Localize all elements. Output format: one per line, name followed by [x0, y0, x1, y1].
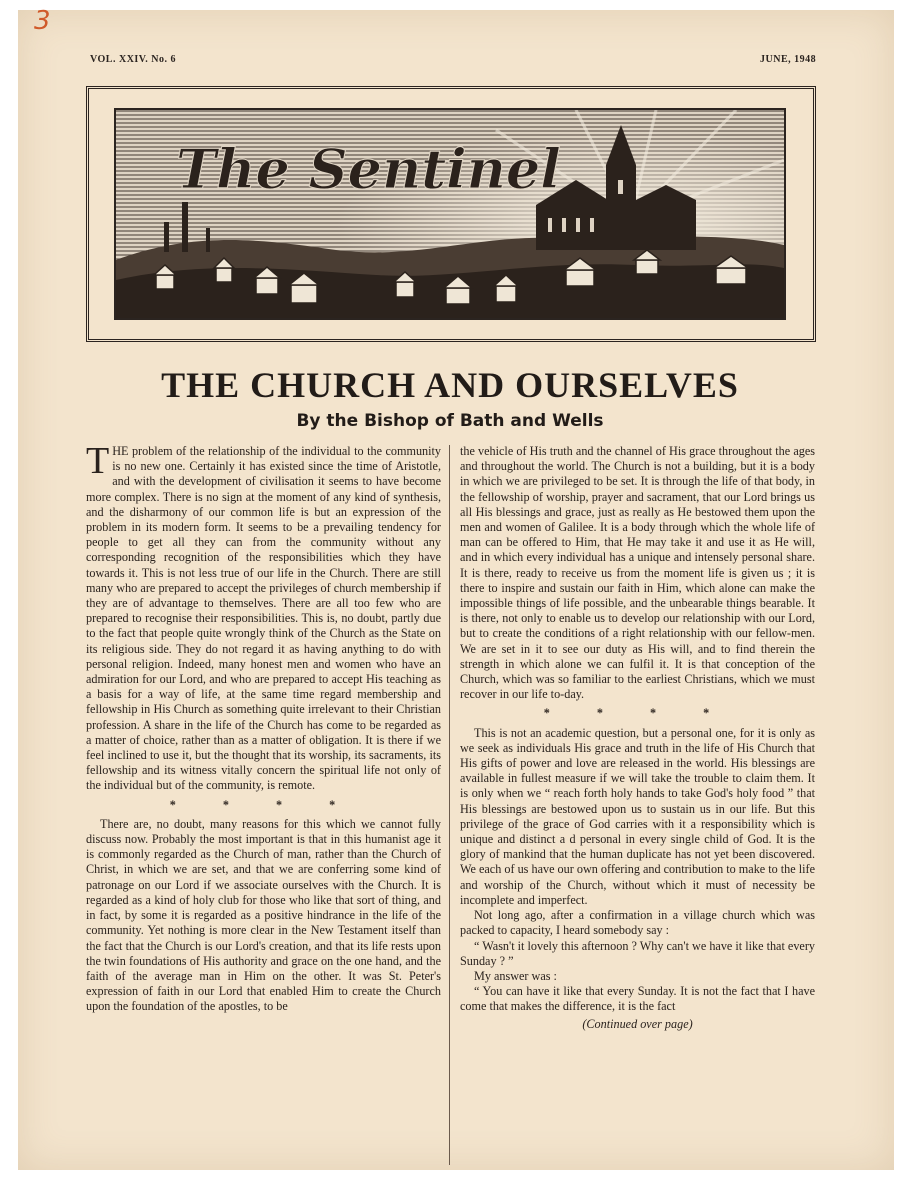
section-break: * * * *: [543, 706, 732, 721]
paragraph: Not long ago, after a confirmation in a village church which was packed to capacity, I heard somebody say :: [460, 908, 815, 938]
article-column-right: [460, 444, 815, 1032]
masthead-title-lettering: The Sentinel: [176, 137, 561, 201]
continued-note: (Continued over page): [582, 1016, 693, 1031]
section-break: * * * *: [169, 797, 358, 812]
article-byline: By the Bishop of Bath and Wells: [296, 411, 604, 431]
paragraph: “ You can have it like that every Sunday. It is not the fact that I have come that makes the difference, it is the fact: [460, 984, 815, 1014]
paragraph: THE problem of the relationship of the individual to the community is no new one. Certainly it has existed since the time of Aristotle, and with the development of civilisation it seems to have become more complex. There is no sign at the moment of any kind of synthesis, and the disharmony of our common life is but an expression of the problem in its modern form. It seems to be a prevailing tendency for people to get all they can from the community without any corresponding recognition of the responsibilities which they have towards it. This is not less true of our life in the Church. There are still many who are prepared to accept the privileges of church membership if they are of advantage to themselves. There are all too few who are prepared to recognise their responsibilities. This is, no doubt, partly due to the fact that people quite wrongly think of the Church as the State on its religious side. They do not regard it as having anything to do with personal religion. Indeed, many honest men and women who have an admiration for our Lord, and who are prepared to accept His teaching as a basis for a way of life, at the same time regard membership and fellowship in His Church as something quite irrelevant to their Christian profession. A share in the life of the Church has come to be regarded as a matter of choice, rather than as a matter of obligation. It is there if we feel inclined to use it, but the thought that its worship, its sacraments, its fellowship and its witness vitally concern the spiritual life not only of the individual but of the community, is remote.: [86, 440, 441, 793]
handwritten-page-number: 3: [34, 6, 51, 36]
paragraph: My answer was :: [474, 968, 557, 983]
paragraph: the vehicle of His truth and the channel of His grace throughout the ages and throughout the world. The Church is not a building, but it is a body in which we are privileged to be set. It is through the life of that body, in the fellowship of worship, prayer and sacrament, that our Lord brings us all His blessings and grace, just as really as He bestowed them upon the men and women of Galilee. It is a body through which the whole life of man can be offered to Him, that He may take it and use it as He will, and in which every individual has a unique and intensely personal share. It is there, ready to receive us from the moment life is given us ; it is there to inspire and sustain our faith in Him, which alone can make the impossible things of life possible, and the unbearable things bearable. It is there, not only to enable us to develop our relationship with our Lord, but to create the conditions of a right relationship with our fellow-men. We are set in it to see our duty as His will, and to find therein the strength in which alone we can fulfil it. It is that conception of the Church, which was so familiar to the earliest Christians, which we must recover in our life to-day.: [460, 444, 815, 702]
article-headline: THE CHURCH AND OURSELVES: [161, 365, 739, 405]
masthead-illustration: [114, 108, 786, 320]
article-column-left: [86, 440, 441, 1015]
paragraph: This is not an academic question, but a personal one, for it is only as we seek as individuals His grace and truth in the life of His Church that His gifts of power and love are released in the world. His blessings are available in fullest measure if we will take the trouble to claim them. It is only when we “ reach forth holy hands to take God's holy food ” that His blessings are bestowed upon us to sustain us in our life. But this privilege of the grace of God carries with it a responsibility which is unique and distinct a d personal in every single child of God. It is the glory of mankind that the human duplicate has not yet been discovered. We each of us have our own offering and contribution to make to the life and worship of the Church, without which it must of necessity be incomplete and imperfect.: [460, 725, 815, 907]
column-divider: [449, 445, 450, 1165]
drop-cap: T: [86, 440, 110, 482]
paragraph: “ Wasn't it lovely this afternoon ? Why can't we have it like that every Sunday ? ”: [460, 938, 815, 968]
volume-number: VOL. XXIV. No. 6: [90, 54, 176, 65]
issue-date: JUNE, 1948: [760, 54, 817, 65]
paragraph: There are, no doubt, many reasons for this which we cannot fully discuss now. Probably the most important is that in this humanist age it is commonly regarded as the Church of man, rather than the Church of Christ, in which we are set, and that we are conferring some kind of patronage on our Lord if we associate ourselves with the Church. It is regarded as a kind of holy club for those who like that sort of thing, and in fact, by some it is regarded as a positive hindrance in the life of the community. Yet nothing is more clear in the New Testament itself than the fact that the Church is our Lord's creation, and that its life rests upon the twin foundations of His authority and grace on the one hand, and the faith of the average man in Him on the other. It was St. Peter's expression of faith in our Lord that enabled Him to create the Church upon the foundation of the apostles, to be: [86, 816, 441, 1014]
